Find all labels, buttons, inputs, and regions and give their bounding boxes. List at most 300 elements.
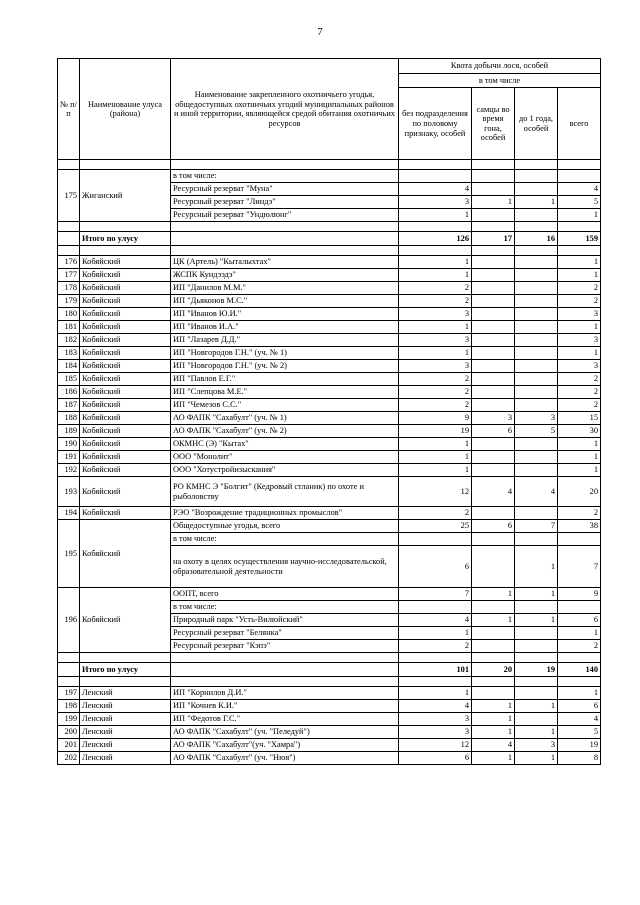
row-number: 183 (58, 347, 80, 360)
value-males: 1 (472, 614, 515, 627)
value-young: 3 (515, 739, 558, 752)
value-total: 2 (558, 507, 601, 520)
ulus-name: Кобяйский (80, 507, 171, 520)
land-name: ЦК (Артель) "Кыталыхтах" (171, 256, 399, 269)
value-no-sex: 2 (399, 399, 472, 412)
value-no-sex: 3 (399, 308, 472, 321)
land-name: АО ФАПК "Сахабулт" (уч. № 1) (171, 412, 399, 425)
land-name: в том числе: (171, 170, 399, 183)
empty-cell (558, 246, 601, 256)
value-males (472, 386, 515, 399)
empty-cell (399, 653, 472, 663)
value-no-sex (399, 170, 472, 183)
value-males (472, 533, 515, 546)
spacer-row (58, 653, 601, 663)
value-total: 1 (558, 209, 601, 222)
value-young (515, 308, 558, 321)
table-row (58, 713, 601, 726)
value-young (515, 170, 558, 183)
land-name: ИП "Новгородов Г.Н." (уч. № 1) (171, 347, 399, 360)
total-label: Итого по улусу (80, 663, 171, 677)
spacer-row (58, 677, 601, 687)
empty-cell (58, 232, 80, 246)
empty-cell (80, 653, 171, 663)
value-total: 2 (558, 295, 601, 308)
row-number: 200 (58, 726, 80, 739)
value-no-sex: 126 (399, 232, 472, 246)
value-young (515, 347, 558, 360)
table-row (58, 752, 601, 765)
value-males (472, 308, 515, 321)
spacer-row (58, 222, 601, 232)
land-name: Ресурсный резерват "Белянка" (171, 627, 399, 640)
value-no-sex: 2 (399, 282, 472, 295)
land-name: ИП "Дьяконов М.С." (171, 295, 399, 308)
table-row (58, 464, 601, 477)
land-name: ООПТ, всего (171, 588, 399, 601)
land-name: АО ФАПК "Сахабулт"(уч. "Хамра") (171, 739, 399, 752)
value-no-sex: 1 (399, 347, 472, 360)
header-including: в том числе (399, 73, 601, 88)
row-number: 199 (58, 713, 80, 726)
value-no-sex: 1 (399, 321, 472, 334)
table-row (58, 507, 601, 520)
value-total: 1 (558, 269, 601, 282)
empty-cell (472, 222, 515, 232)
value-total (558, 601, 601, 614)
header-land: Наименование закрепленного охотничьего угодья, общедоступных охотничьих угодий муниципальных районов и иной территории, являющейся средой обитания охотничьих ресурсов (171, 59, 399, 160)
ulus-name: Кобяйский (80, 386, 171, 399)
value-no-sex: 1 (399, 256, 472, 269)
row-number: 193 (58, 477, 80, 507)
header-males: самцы во время гона, особей (472, 88, 515, 160)
empty-cell (80, 677, 171, 687)
empty-cell (472, 677, 515, 687)
value-total: 1 (558, 438, 601, 451)
land-name: Ресурсный резерват "Муна" (171, 183, 399, 196)
row-number: 192 (58, 464, 80, 477)
value-young (515, 533, 558, 546)
value-young (515, 627, 558, 640)
value-young: 1 (515, 752, 558, 765)
empty-cell (58, 677, 80, 687)
value-total: 1 (558, 347, 601, 360)
row-number: 189 (58, 425, 80, 438)
table-row (58, 373, 601, 386)
value-no-sex: 1 (399, 687, 472, 700)
empty-cell (58, 246, 80, 256)
value-males (472, 601, 515, 614)
header-young: до 1 года, особей (515, 88, 558, 160)
table-row (58, 687, 601, 700)
value-no-sex: 9 (399, 412, 472, 425)
ulus-name: Кобяйский (80, 295, 171, 308)
value-no-sex: 7 (399, 588, 472, 601)
land-name: АО ФАПК "Сахабулт" (уч. "Нюя") (171, 752, 399, 765)
ulus-name: Кобяйский (80, 451, 171, 464)
value-no-sex: 1 (399, 438, 472, 451)
value-total: 4 (558, 183, 601, 196)
empty-cell (558, 222, 601, 232)
empty-cell (399, 246, 472, 256)
ulus-name: Ленский (80, 726, 171, 739)
value-young (515, 687, 558, 700)
value-total: 20 (558, 477, 601, 507)
empty-cell (58, 160, 80, 170)
value-young (515, 399, 558, 412)
ulus-name: Ленский (80, 700, 171, 713)
table-row (58, 425, 601, 438)
ulus-name: Кобяйский (80, 347, 171, 360)
empty-cell (171, 222, 399, 232)
value-young (515, 256, 558, 269)
table-row (58, 347, 601, 360)
value-young: 1 (515, 726, 558, 739)
value-total: 1 (558, 464, 601, 477)
ulus-name: Кобяйский (80, 412, 171, 425)
value-total: 2 (558, 282, 601, 295)
row-number: 187 (58, 399, 80, 412)
row-number: 177 (58, 269, 80, 282)
value-total: 8 (558, 752, 601, 765)
value-young (515, 438, 558, 451)
land-name: ИП "Данилов М.М." (171, 282, 399, 295)
row-number: 178 (58, 282, 80, 295)
land-name: ОКМНС (Э) "Кытах" (171, 438, 399, 451)
empty-cell (58, 653, 80, 663)
land-name: ИП "Иванов Ю.И." (171, 308, 399, 321)
row-number: 179 (58, 295, 80, 308)
empty-cell (58, 222, 80, 232)
value-no-sex: 1 (399, 209, 472, 222)
value-total: 140 (558, 663, 601, 677)
value-young: 1 (515, 588, 558, 601)
table-row (58, 360, 601, 373)
value-young (515, 282, 558, 295)
row-number: 194 (58, 507, 80, 520)
empty-cell (399, 222, 472, 232)
total-row (58, 663, 601, 677)
value-total: 1 (558, 451, 601, 464)
ulus-name: Ленский (80, 687, 171, 700)
value-total: 1 (558, 687, 601, 700)
value-no-sex: 12 (399, 477, 472, 507)
table-row (58, 334, 601, 347)
value-total: 6 (558, 700, 601, 713)
value-males: 6 (472, 520, 515, 533)
value-total: 30 (558, 425, 601, 438)
value-males (472, 269, 515, 282)
table-row (58, 295, 601, 308)
land-name: Ресурсный резерват "Линдэ" (171, 196, 399, 209)
table-row (58, 308, 601, 321)
ulus-name: Кобяйский (80, 520, 171, 588)
ulus-name: Ленский (80, 739, 171, 752)
empty-cell (472, 246, 515, 256)
table-row (58, 477, 601, 507)
value-males (472, 170, 515, 183)
table-header (58, 59, 601, 160)
empty-cell (558, 653, 601, 663)
value-total: 19 (558, 739, 601, 752)
empty-cell (171, 232, 399, 246)
value-males (472, 295, 515, 308)
value-young (515, 640, 558, 653)
value-total: 38 (558, 520, 601, 533)
value-young (515, 451, 558, 464)
land-name: ИП "Федотов Г.С." (171, 713, 399, 726)
value-young (515, 601, 558, 614)
ulus-name: Кобяйский (80, 360, 171, 373)
value-no-sex: 25 (399, 520, 472, 533)
land-name: РЭО "Возрождение традиционных промыслов" (171, 507, 399, 520)
value-males (472, 451, 515, 464)
empty-cell (515, 246, 558, 256)
value-no-sex: 3 (399, 713, 472, 726)
value-young: 19 (515, 663, 558, 677)
row-number: 201 (58, 739, 80, 752)
empty-cell (472, 160, 515, 170)
value-young (515, 183, 558, 196)
value-males: 1 (472, 588, 515, 601)
row-number: 182 (58, 334, 80, 347)
value-total: 9 (558, 588, 601, 601)
value-total: 3 (558, 334, 601, 347)
value-males (472, 438, 515, 451)
ulus-name: Кобяйский (80, 373, 171, 386)
value-males (472, 256, 515, 269)
value-no-sex (399, 533, 472, 546)
ulus-name: Кобяйский (80, 588, 171, 653)
table-row (58, 726, 601, 739)
value-males: 17 (472, 232, 515, 246)
value-total: 2 (558, 373, 601, 386)
value-total: 159 (558, 232, 601, 246)
land-name: ИП "Новгородов Г.Н." (уч. № 2) (171, 360, 399, 373)
value-total: 5 (558, 196, 601, 209)
empty-cell (558, 677, 601, 687)
value-males (472, 507, 515, 520)
value-no-sex: 2 (399, 640, 472, 653)
table-row (58, 451, 601, 464)
value-no-sex: 2 (399, 295, 472, 308)
spacer-row (58, 160, 601, 170)
ulus-name: Ленский (80, 713, 171, 726)
land-name: АО ФАПК "Сахабулт" (уч. "Пеледуй") (171, 726, 399, 739)
land-name: на охоту в целях осуществления научно-исследовательской, образовательной деятельности (171, 546, 399, 588)
value-total: 2 (558, 640, 601, 653)
empty-cell (515, 160, 558, 170)
ulus-name: Кобяйский (80, 438, 171, 451)
empty-cell (80, 160, 171, 170)
value-young (515, 295, 558, 308)
land-name: ИП "Чемезов С.С." (171, 399, 399, 412)
value-males: 1 (472, 713, 515, 726)
land-name: ИП "Слепцова М.Е." (171, 386, 399, 399)
value-no-sex: 1 (399, 269, 472, 282)
empty-cell (80, 222, 171, 232)
value-males: 3 (472, 412, 515, 425)
value-no-sex: 6 (399, 546, 472, 588)
value-total (558, 533, 601, 546)
value-males (472, 360, 515, 373)
value-males (472, 209, 515, 222)
header-ulus: Наименование улуса (района) (80, 59, 171, 160)
value-young: 16 (515, 232, 558, 246)
empty-cell (515, 222, 558, 232)
value-no-sex: 6 (399, 752, 472, 765)
value-males: 1 (472, 700, 515, 713)
land-name: ООО "Хотустройизыскания" (171, 464, 399, 477)
empty-cell (80, 246, 171, 256)
value-no-sex: 3 (399, 196, 472, 209)
ulus-name: Кобяйский (80, 282, 171, 295)
empty-cell (472, 653, 515, 663)
value-males (472, 640, 515, 653)
table-row (58, 269, 601, 282)
ulus-name: Кобяйский (80, 321, 171, 334)
ulus-name: Кобяйский (80, 256, 171, 269)
value-males: 1 (472, 752, 515, 765)
row-number: 176 (58, 256, 80, 269)
spacer-row (58, 246, 601, 256)
value-young: 1 (515, 614, 558, 627)
value-total: 5 (558, 726, 601, 739)
row-number: 191 (58, 451, 80, 464)
table-body (58, 160, 601, 765)
value-males: 4 (472, 739, 515, 752)
value-young: 5 (515, 425, 558, 438)
row-number: 175 (58, 170, 80, 222)
table-row (58, 588, 601, 601)
value-young (515, 209, 558, 222)
value-no-sex: 19 (399, 425, 472, 438)
row-number: 185 (58, 373, 80, 386)
value-total (558, 170, 601, 183)
land-name: ИП "Кочнев К.И." (171, 700, 399, 713)
row-number: 184 (58, 360, 80, 373)
value-males (472, 334, 515, 347)
value-young: 1 (515, 700, 558, 713)
value-no-sex: 3 (399, 360, 472, 373)
value-total: 6 (558, 614, 601, 627)
value-males: 1 (472, 196, 515, 209)
table-row (58, 412, 601, 425)
row-number: 197 (58, 687, 80, 700)
value-males (472, 321, 515, 334)
value-total: 3 (558, 360, 601, 373)
ulus-name: Ленский (80, 752, 171, 765)
value-no-sex: 1 (399, 451, 472, 464)
value-no-sex: 4 (399, 700, 472, 713)
value-males: 6 (472, 425, 515, 438)
land-name: в том числе: (171, 601, 399, 614)
value-total: 1 (558, 627, 601, 640)
table-row (58, 170, 601, 183)
value-total: 1 (558, 321, 601, 334)
table-row (58, 399, 601, 412)
row-number: 186 (58, 386, 80, 399)
table-row (58, 438, 601, 451)
value-young (515, 507, 558, 520)
value-total: 15 (558, 412, 601, 425)
ulus-name: Кобяйский (80, 477, 171, 507)
empty-cell (171, 160, 399, 170)
value-males: 4 (472, 477, 515, 507)
empty-cell (515, 677, 558, 687)
row-number: 181 (58, 321, 80, 334)
row-number: 188 (58, 412, 80, 425)
land-name: ИП "Корнилов Д.И." (171, 687, 399, 700)
empty-cell (171, 677, 399, 687)
ulus-name: Кобяйский (80, 269, 171, 282)
value-no-sex: 3 (399, 726, 472, 739)
value-no-sex: 2 (399, 507, 472, 520)
land-name: АО ФАПК "Сахабулт" (уч. № 2) (171, 425, 399, 438)
ulus-name: Жиганский (80, 170, 171, 222)
table-row (58, 321, 601, 334)
total-label: Итого по улусу (80, 232, 171, 246)
value-total: 2 (558, 386, 601, 399)
table-row (58, 700, 601, 713)
land-name: РО КМНС Э "Болгит" (Кедровый стланик) по охоте и рыболовству (171, 477, 399, 507)
ulus-name: Кобяйский (80, 308, 171, 321)
value-males: 20 (472, 663, 515, 677)
value-no-sex: 101 (399, 663, 472, 677)
value-young (515, 321, 558, 334)
ulus-name: Кобяйский (80, 425, 171, 438)
value-no-sex: 2 (399, 373, 472, 386)
value-males (472, 687, 515, 700)
value-total: 7 (558, 546, 601, 588)
value-males (472, 399, 515, 412)
value-no-sex: 1 (399, 464, 472, 477)
empty-cell (515, 653, 558, 663)
value-males (472, 347, 515, 360)
value-young (515, 464, 558, 477)
value-young (515, 713, 558, 726)
value-no-sex: 4 (399, 614, 472, 627)
value-males (472, 373, 515, 386)
header-quota: Квота добычи лося, особей (399, 59, 601, 74)
total-row (58, 232, 601, 246)
value-young: 7 (515, 520, 558, 533)
value-males (472, 627, 515, 640)
value-no-sex: 2 (399, 386, 472, 399)
value-young (515, 269, 558, 282)
ulus-name: Кобяйский (80, 334, 171, 347)
value-total: 1 (558, 256, 601, 269)
value-no-sex (399, 601, 472, 614)
ulus-name: Кобяйский (80, 464, 171, 477)
land-name: ИП "Павлов Е.Г." (171, 373, 399, 386)
empty-cell (171, 653, 399, 663)
row-number: 198 (58, 700, 80, 713)
value-young: 1 (515, 546, 558, 588)
row-number: 190 (58, 438, 80, 451)
value-young: 4 (515, 477, 558, 507)
value-young: 3 (515, 412, 558, 425)
empty-cell (58, 663, 80, 677)
land-name: ЖСПК Кундээдэ" (171, 269, 399, 282)
ulus-name: Кобяйский (80, 399, 171, 412)
moose-quota-table (57, 58, 601, 765)
value-males (472, 183, 515, 196)
value-total: 3 (558, 308, 601, 321)
land-name: в том числе: (171, 533, 399, 546)
value-no-sex: 1 (399, 627, 472, 640)
land-name: Природный парк "Усть-Вилюйский" (171, 614, 399, 627)
